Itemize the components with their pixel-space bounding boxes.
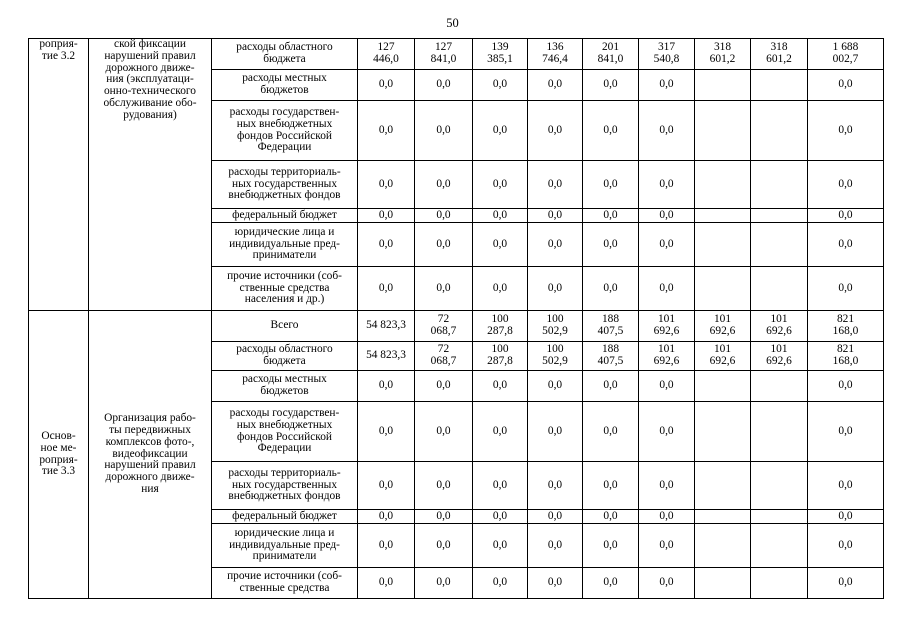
value-cell	[751, 568, 808, 599]
value-cell: 0,0	[358, 101, 415, 161]
value-cell: 0,0	[358, 524, 415, 568]
value-cell: 0,0	[415, 568, 473, 599]
value-cell: 0,0	[639, 161, 695, 209]
value-cell: 201 841,0	[583, 39, 639, 70]
value-cell: 0,0	[528, 101, 583, 161]
value-cell: 0,0	[808, 402, 884, 462]
value-cell: 127 841,0	[415, 39, 473, 70]
source-cell: юридические лица и индивидуальные пред- приниматели	[212, 223, 358, 267]
value-cell: 0,0	[639, 402, 695, 462]
value-cell: 101 692,6	[639, 342, 695, 371]
value-cell	[695, 510, 751, 524]
value-cell	[751, 70, 808, 101]
value-cell: 0,0	[415, 223, 473, 267]
value-cell: 0,0	[528, 402, 583, 462]
value-cell	[695, 209, 751, 223]
value-cell: 0,0	[358, 161, 415, 209]
value-cell: 0,0	[639, 371, 695, 402]
value-cell	[751, 223, 808, 267]
value-cell: 0,0	[358, 223, 415, 267]
value-cell: 0,0	[639, 209, 695, 223]
value-cell: 100 502,9	[528, 342, 583, 371]
value-cell: 139 385,1	[473, 39, 528, 70]
value-cell: 0,0	[358, 371, 415, 402]
value-cell: 0,0	[528, 209, 583, 223]
source-cell: расходы областного бюджета	[212, 39, 358, 70]
value-cell: 0,0	[639, 510, 695, 524]
value-cell: 136 746,4	[528, 39, 583, 70]
value-cell: 0,0	[415, 70, 473, 101]
value-cell: 101 692,6	[751, 342, 808, 371]
source-cell: расходы государствен- ных внебюджетных фондов Российской Федерации	[212, 101, 358, 161]
event-label-cell: Основ- ное ме- роприя- тие 3.3	[29, 311, 89, 599]
source-cell: расходы местных бюджетов	[212, 70, 358, 101]
value-cell: 101 692,6	[695, 311, 751, 342]
value-cell: 0,0	[808, 524, 884, 568]
value-cell: 0,0	[528, 223, 583, 267]
value-cell: 101 692,6	[751, 311, 808, 342]
value-cell: 0,0	[415, 209, 473, 223]
value-cell: 54 823,3	[358, 311, 415, 342]
value-cell: 0,0	[639, 568, 695, 599]
value-cell: 0,0	[358, 510, 415, 524]
source-cell: расходы территориаль- ных государственных внебюджетных фондов	[212, 462, 358, 510]
value-cell: 318 601,2	[751, 39, 808, 70]
value-cell: 0,0	[583, 462, 639, 510]
value-cell	[751, 161, 808, 209]
value-cell: 0,0	[583, 524, 639, 568]
table-row	[29, 39, 884, 70]
value-cell: 0,0	[473, 524, 528, 568]
value-cell: 821 168,0	[808, 342, 884, 371]
event-name-cell: Организация рабо- ты передвижных комплексов фото-, видеофиксации нарушений правил дорожного движе- ния	[89, 311, 212, 599]
budget-table	[28, 38, 884, 599]
value-cell: 0,0	[808, 371, 884, 402]
value-cell: 101 692,6	[639, 311, 695, 342]
value-cell: 0,0	[583, 70, 639, 101]
value-cell: 0,0	[473, 101, 528, 161]
value-cell	[751, 524, 808, 568]
page-number: 50	[446, 16, 459, 30]
value-cell: 0,0	[583, 161, 639, 209]
value-cell	[695, 524, 751, 568]
value-cell: 0,0	[528, 161, 583, 209]
value-cell: 0,0	[415, 371, 473, 402]
source-cell: федеральный бюджет	[212, 209, 358, 223]
value-cell: 0,0	[639, 524, 695, 568]
value-cell: 0,0	[583, 510, 639, 524]
value-cell: 0,0	[808, 267, 884, 311]
value-cell: 0,0	[583, 101, 639, 161]
value-cell: 0,0	[583, 402, 639, 462]
value-cell	[751, 510, 808, 524]
value-cell: 0,0	[808, 101, 884, 161]
source-cell: расходы областного бюджета	[212, 342, 358, 371]
value-cell: 1 688 002,7	[808, 39, 884, 70]
value-cell: 317 540,8	[639, 39, 695, 70]
value-cell: 0,0	[808, 223, 884, 267]
value-cell: 0,0	[808, 462, 884, 510]
value-cell	[751, 101, 808, 161]
value-cell	[695, 402, 751, 462]
value-cell: 0,0	[639, 462, 695, 510]
table-row	[29, 311, 884, 342]
value-cell: 0,0	[358, 267, 415, 311]
value-cell	[695, 101, 751, 161]
value-cell	[751, 402, 808, 462]
value-cell: 0,0	[473, 568, 528, 599]
value-cell: 0,0	[583, 371, 639, 402]
value-cell: 0,0	[473, 209, 528, 223]
value-cell	[695, 462, 751, 510]
value-cell: 72 068,7	[415, 342, 473, 371]
value-cell: 0,0	[528, 462, 583, 510]
value-cell: 188 407,5	[583, 342, 639, 371]
value-cell: 0,0	[808, 70, 884, 101]
value-cell: 0,0	[415, 510, 473, 524]
value-cell: 0,0	[415, 402, 473, 462]
value-cell: 188 407,5	[583, 311, 639, 342]
value-cell: 0,0	[473, 267, 528, 311]
value-cell: 0,0	[583, 209, 639, 223]
value-cell: 0,0	[415, 267, 473, 311]
value-cell: 72 068,7	[415, 311, 473, 342]
source-cell: Всего	[212, 311, 358, 342]
event-label-cell: роприя- тие 3.2	[29, 39, 89, 311]
value-cell	[695, 568, 751, 599]
source-cell: юридические лица и индивидуальные пред- приниматели	[212, 524, 358, 568]
value-cell	[695, 371, 751, 402]
value-cell: 0,0	[415, 161, 473, 209]
value-cell: 54 823,3	[358, 342, 415, 371]
value-cell: 0,0	[639, 70, 695, 101]
event-name-cell: ской фиксации нарушений правил дорожного движе- ния (эксплуатаци- онно-технического обслуживание обо- рудования)	[89, 39, 212, 311]
value-cell: 0,0	[358, 568, 415, 599]
value-cell: 0,0	[473, 402, 528, 462]
value-cell: 0,0	[473, 223, 528, 267]
value-cell: 0,0	[473, 510, 528, 524]
value-cell	[695, 161, 751, 209]
value-cell: 0,0	[528, 568, 583, 599]
source-cell: прочие источники (соб- ственные средства	[212, 568, 358, 599]
value-cell: 0,0	[415, 524, 473, 568]
value-cell: 0,0	[473, 371, 528, 402]
value-cell	[695, 267, 751, 311]
value-cell: 0,0	[358, 70, 415, 101]
value-cell: 0,0	[415, 101, 473, 161]
value-cell: 0,0	[808, 568, 884, 599]
value-cell: 0,0	[473, 161, 528, 209]
value-cell	[695, 223, 751, 267]
value-cell: 0,0	[639, 223, 695, 267]
value-cell: 0,0	[528, 267, 583, 311]
value-cell: 0,0	[808, 161, 884, 209]
value-cell	[751, 371, 808, 402]
value-cell: 0,0	[583, 568, 639, 599]
value-cell	[751, 462, 808, 510]
value-cell: 0,0	[528, 371, 583, 402]
source-cell: федеральный бюджет	[212, 510, 358, 524]
value-cell: 821 168,0	[808, 311, 884, 342]
value-cell	[695, 70, 751, 101]
value-cell: 100 287,8	[473, 342, 528, 371]
value-cell	[751, 267, 808, 311]
value-cell: 100 502,9	[528, 311, 583, 342]
value-cell: 0,0	[358, 402, 415, 462]
value-cell: 101 692,6	[695, 342, 751, 371]
value-cell: 0,0	[528, 524, 583, 568]
value-cell: 0,0	[808, 209, 884, 223]
value-cell: 0,0	[808, 510, 884, 524]
source-cell: расходы территориаль- ных государственных внебюджетных фондов	[212, 161, 358, 209]
value-cell: 100 287,8	[473, 311, 528, 342]
value-cell: 0,0	[473, 462, 528, 510]
value-cell: 0,0	[583, 223, 639, 267]
value-cell: 0,0	[639, 267, 695, 311]
value-cell: 127 446,0	[358, 39, 415, 70]
value-cell: 0,0	[639, 101, 695, 161]
value-cell: 0,0	[528, 70, 583, 101]
value-cell: 0,0	[415, 462, 473, 510]
value-cell	[751, 209, 808, 223]
source-cell: расходы местных бюджетов	[212, 371, 358, 402]
value-cell: 0,0	[358, 462, 415, 510]
value-cell: 0,0	[583, 267, 639, 311]
value-cell: 0,0	[528, 510, 583, 524]
value-cell: 0,0	[473, 70, 528, 101]
value-cell: 0,0	[358, 209, 415, 223]
value-cell: 318 601,2	[695, 39, 751, 70]
source-cell: расходы государствен- ных внебюджетных фондов Российской Федерации	[212, 402, 358, 462]
source-cell: прочие источники (соб- ственные средства населения и др.)	[212, 267, 358, 311]
